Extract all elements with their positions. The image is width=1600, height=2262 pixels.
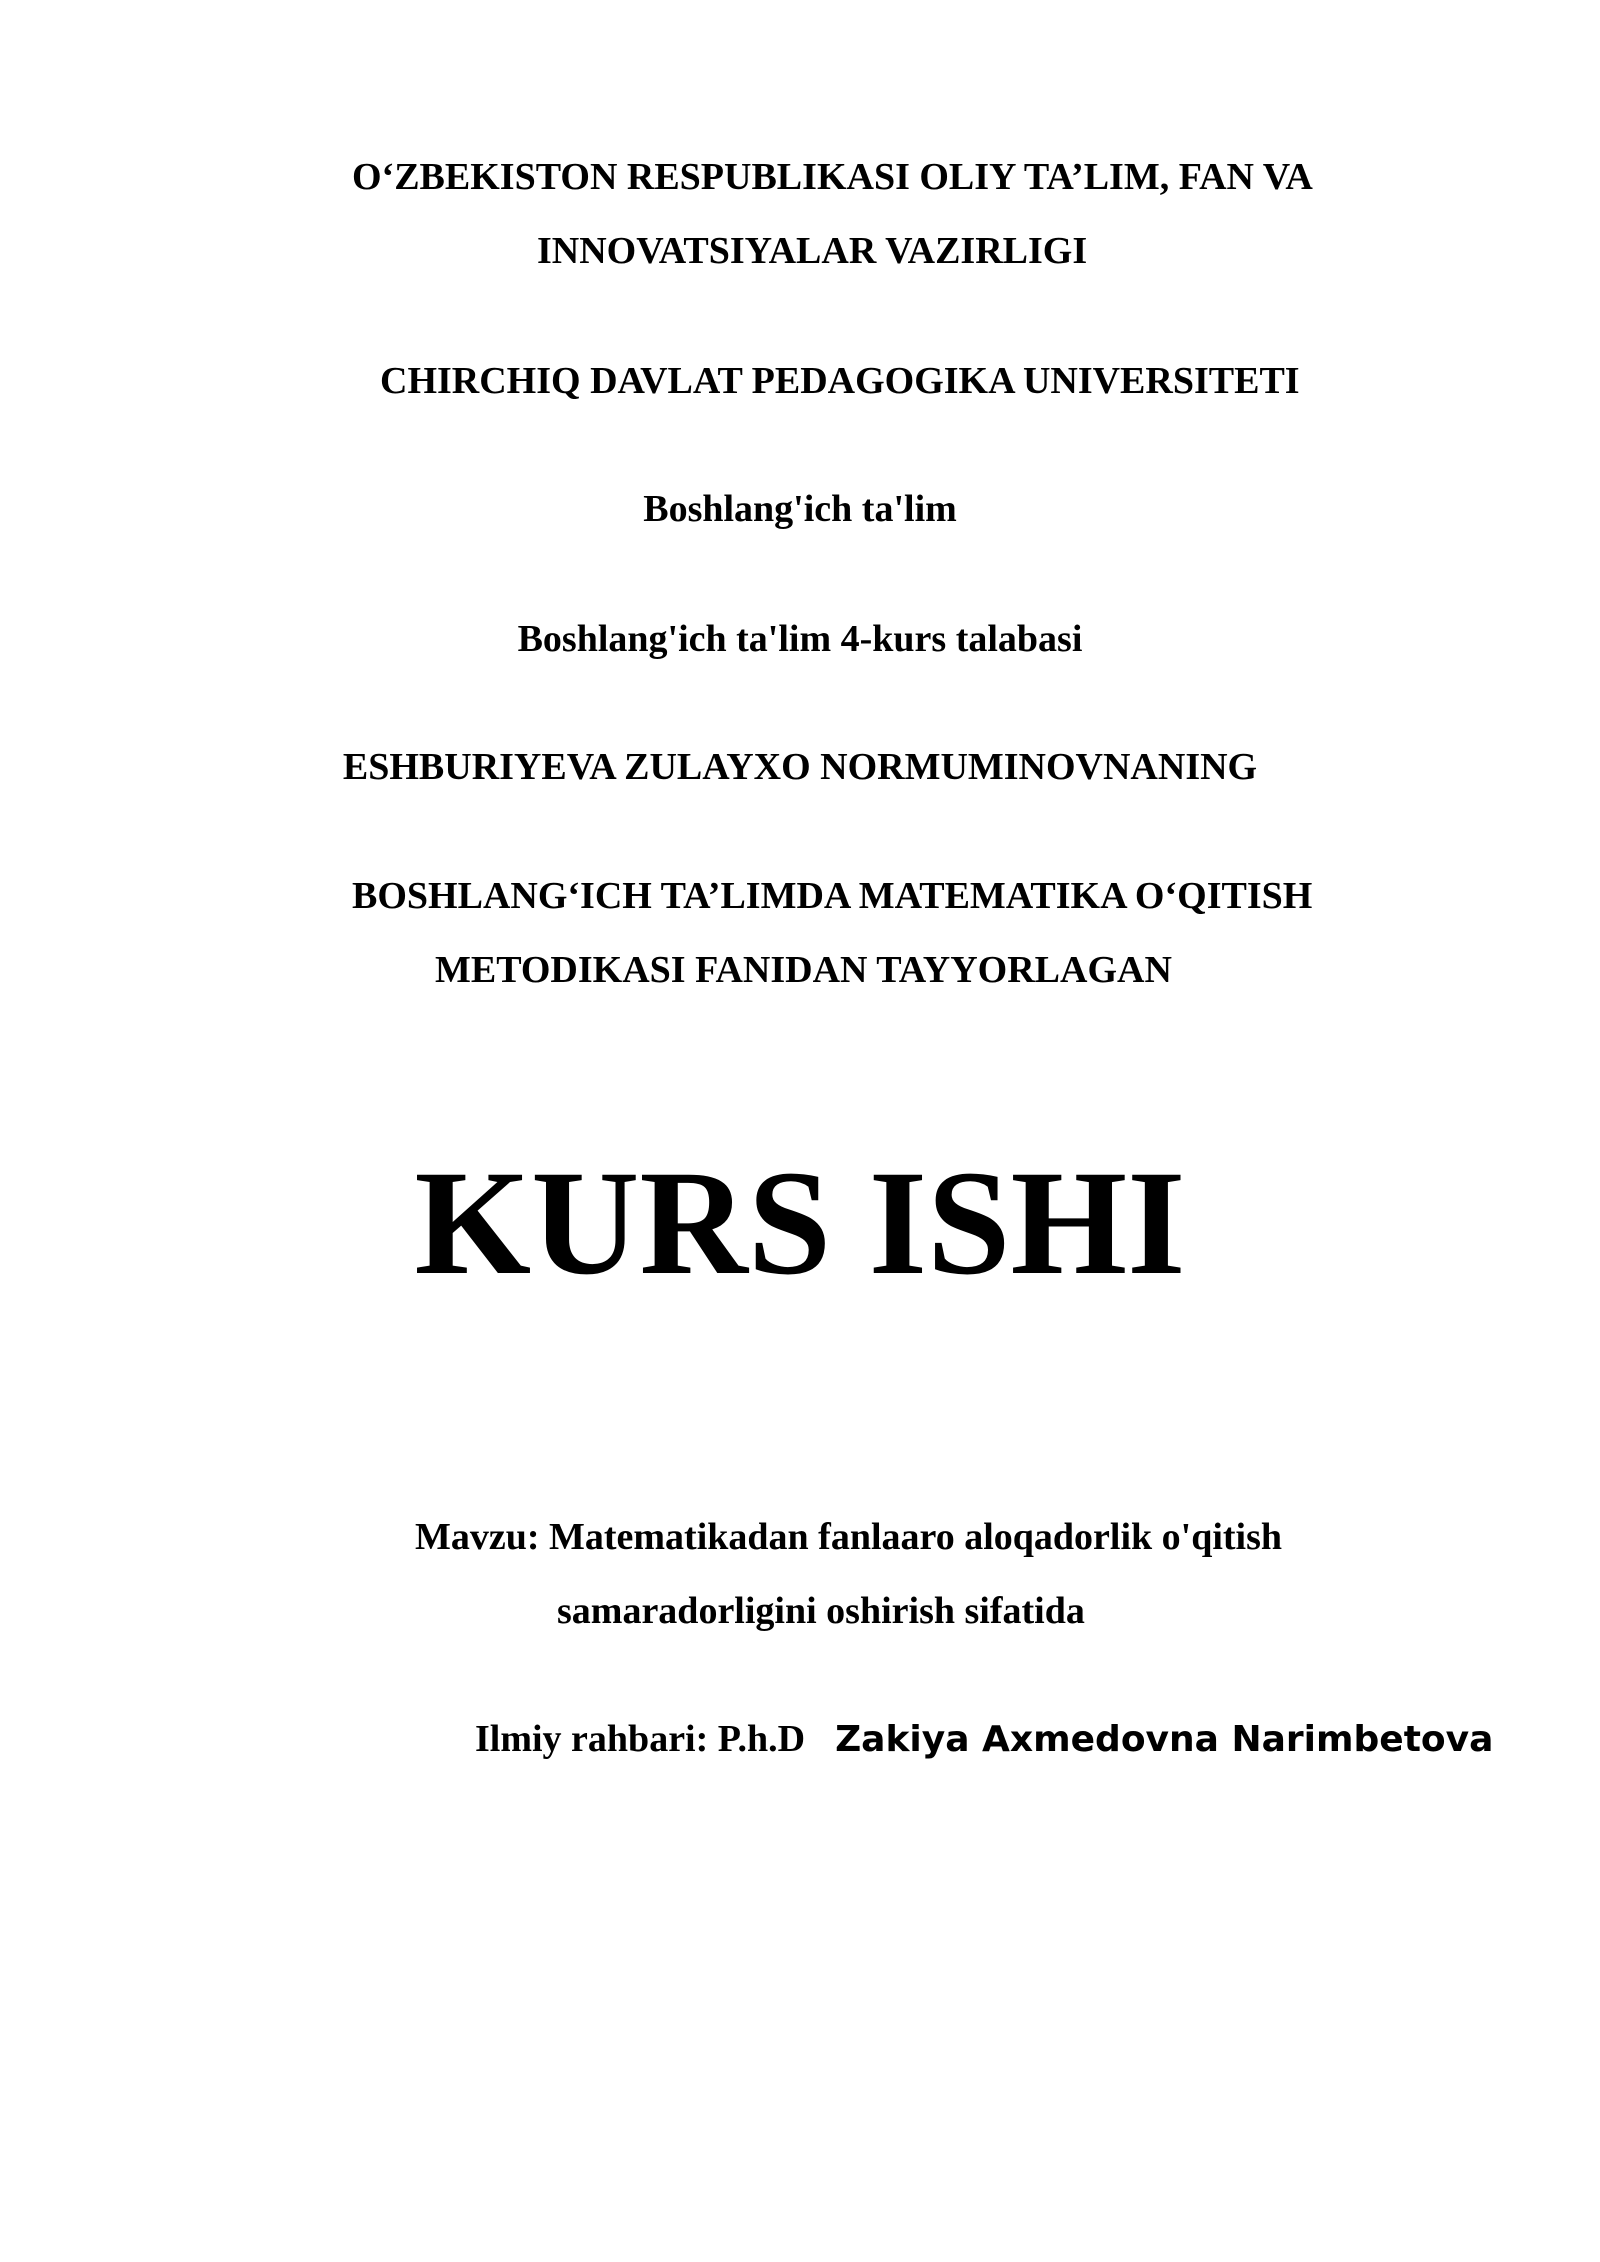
subject-line-2: METODIKASI FANIDAN TAYYORLAGAN (435, 949, 1172, 991)
department-name: Boshlang'ich ta'lim (643, 488, 957, 530)
subject-line-1: BOSHLANG‘ICH TA’LIMDA MATEMATIKA O‘QITISH (352, 875, 1313, 917)
student-status: Boshlang'ich ta'lim 4-kurs talabasi (517, 618, 1083, 660)
student-name: ESHBURIYEVA ZULAYXO NORMUMINOVNANING (342, 746, 1258, 788)
ministry-line-2: INNOVATSIYALAR VAZIRLIGI (537, 230, 1088, 272)
document-type-title: KURS ISHI (414, 1140, 1186, 1306)
supervisor-line (475, 1720, 1493, 1758)
topic-line-2: samaradorligini oshirish sifatida (557, 1590, 1085, 1632)
ministry-line-1: O‘ZBEKISTON RESPUBLIKASI OLIY TA’LIM, FAN VA (352, 156, 1313, 198)
supervisor-label: Ilmiy rahbari: P.h.D (475, 1718, 806, 1760)
topic-line-1: Mavzu: Matematikadan fanlaaro aloqadorlik o'qitish (415, 1516, 1283, 1558)
university-name: CHIRCHIQ DAVLAT PEDAGOGIKA UNIVERSITETI (380, 360, 1300, 402)
supervisor-name: Zakiya Axmedovna Narimbetova (835, 1719, 1494, 1760)
